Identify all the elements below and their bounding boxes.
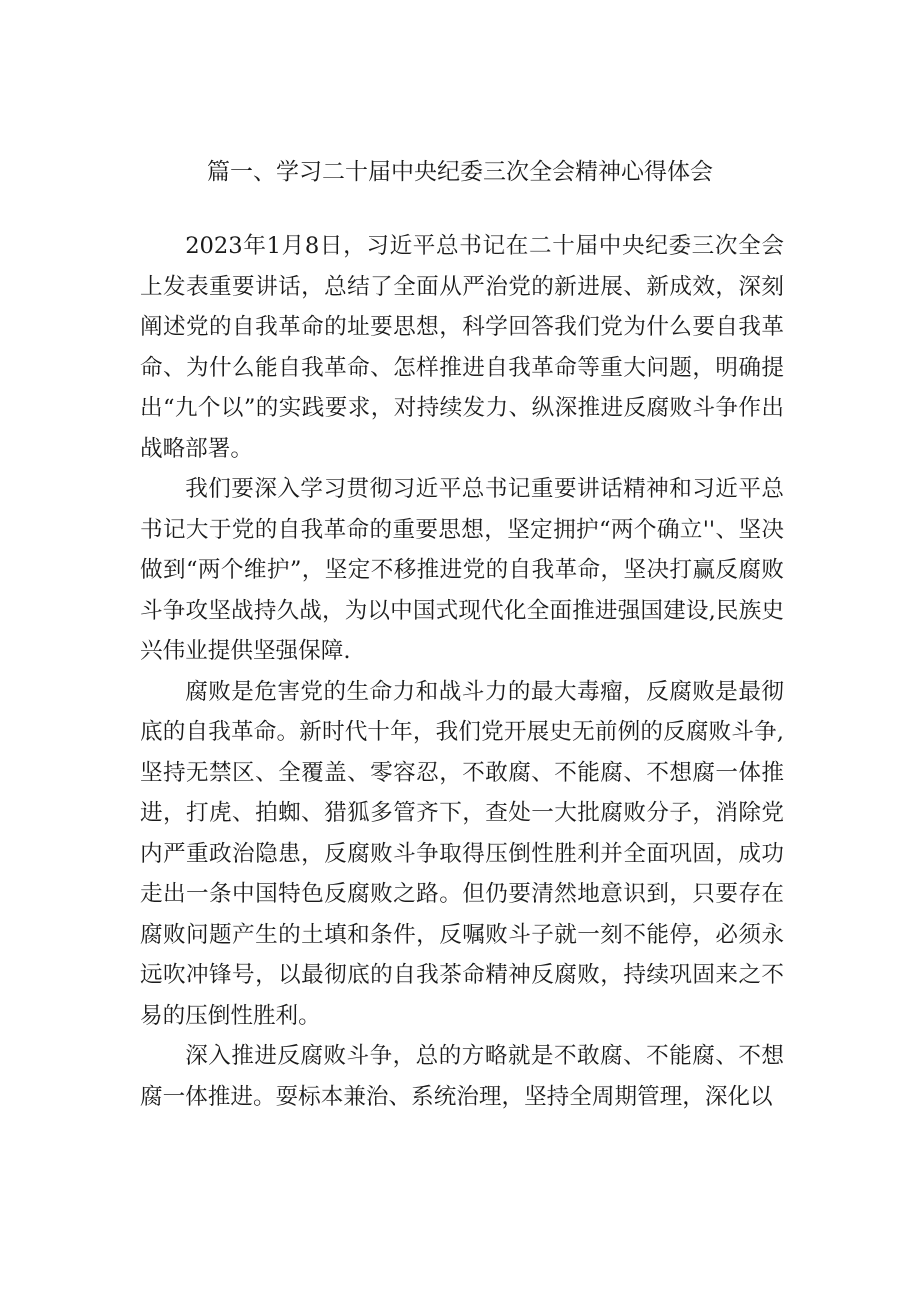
paragraph: 腐败是危害党的生命力和战斗力的最大毒瘤，反腐败是最彻底的自我革命。新时代十年，我们党开展史无前例的反腐败斗争,坚持无禁区、全覆盖、零容忍，不敢腐、不能腐、不想腐一体推进，打虎、拍蜘、猎狐多管齐下，查处一大批腐败分子，消除党内严重政治隐患，反腐败斗争取得压倒性胜利并全面巩固，成功走出一条中国特色反腐败之路。但仍要清然地意识到，只要存在腐败问题产生的土填和条件，反嘱败斗子就一刻不能停，必须永远吹冲锋号，以最彻底的自我茶命精神反腐败，持续巩固来之不易的压倒性胜利。 bbox=[140, 678, 784, 1029]
paragraph: 2023年1月8日，习近平总书记在二十届中央纪委三次全会上发表重要讲话，总结了全面从严治党的新进展、新成效，深刻阐述党的自我革命的址要思想，科学回答我们党为什么要自我革命、为什么能自我革命、怎样推进自我革命等重大问题，明确提出“九个以”的实践要求，对持续发力、纵深推进反腐败斗争作出战略部署。 bbox=[140, 233, 784, 462]
document-body bbox=[140, 226, 784, 1117]
paragraph: 我们要深入学习贯彻习近平总书记重要讲话精神和习近平总书记大于党的自我革命的重要思想，坚定拥护“两个确立''、坚决做到“两个维护”，坚定不移推进党的自我革命，坚决打赢反腐败斗争攻坚战持久战，为以中国式现代化全面推进强国建设,民族史兴伟业提供坚强保障. bbox=[140, 476, 784, 664]
paragraph: 深入推进反腐败斗争，总的方略就是不敢腐、不能腐、不想腐一体推进。耍标本兼治、系统治理，坚持全周期管理，深化以 bbox=[140, 1043, 784, 1110]
document-title: 篇一、学习二十届中央纪委三次全会精神心得体会 bbox=[207, 159, 713, 185]
